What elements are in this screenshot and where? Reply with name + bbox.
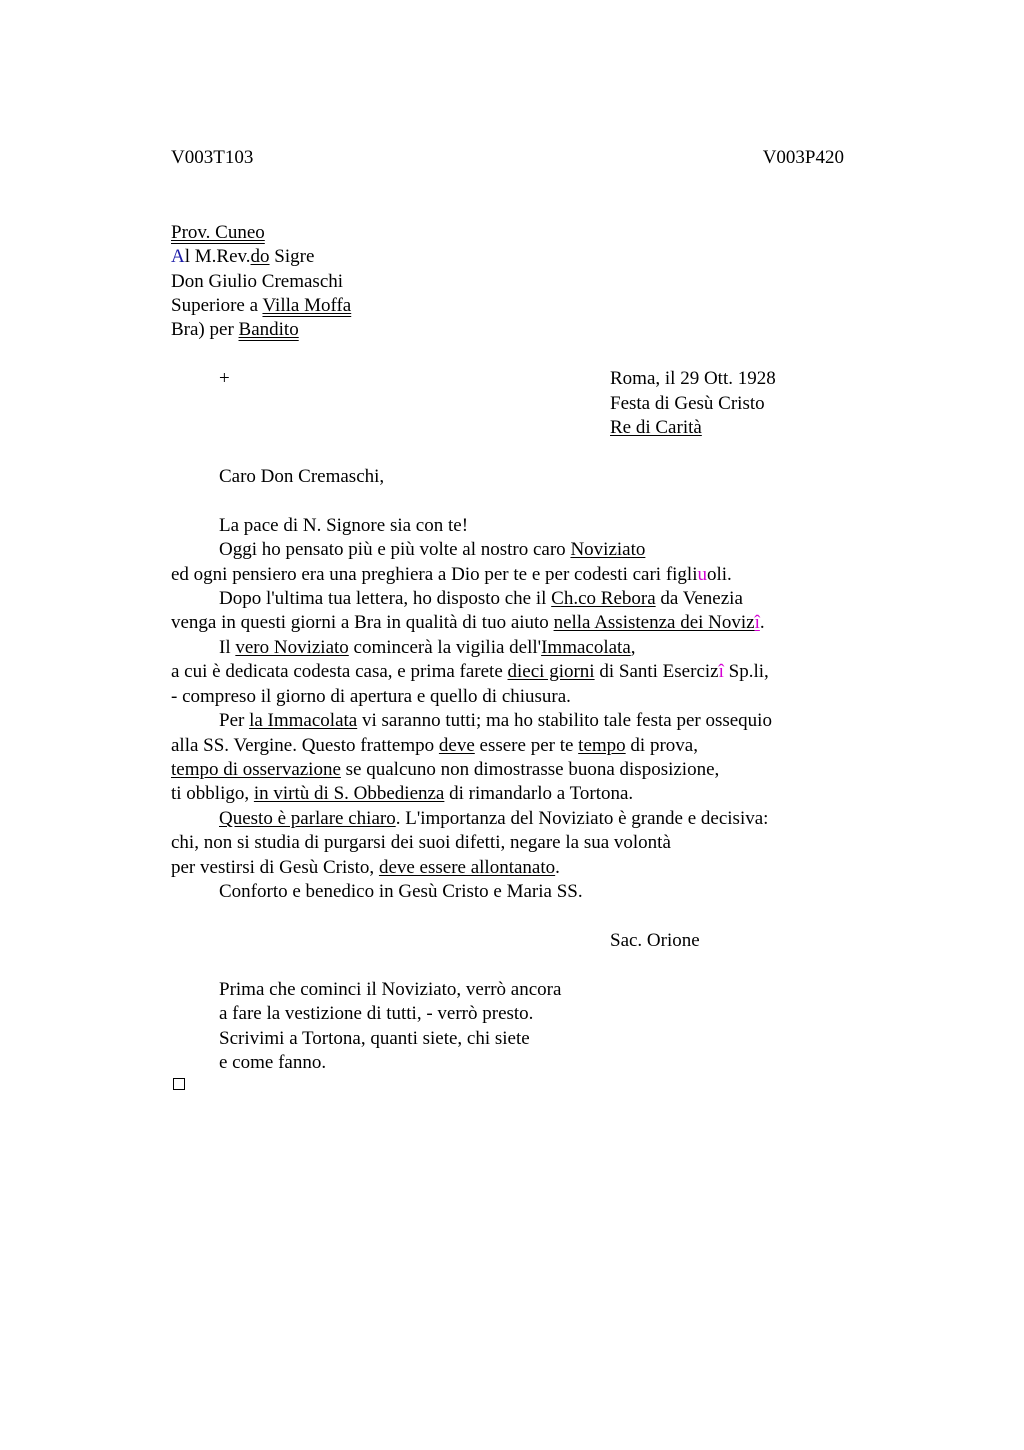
document-code-right: V003P420 — [762, 147, 844, 168]
body-line: Per la Immacolata vi saranno tutti; ma ho stabilito tale festa per ossequio — [219, 710, 772, 731]
body-line: a cui è dedicata codesta casa, e prima farete dieci giorni di Santi Esercizî Sp.li, — [171, 661, 769, 682]
address-position: Superiore a Villa Moffa — [171, 295, 352, 316]
body-line: Il vero Noviziato comincerà la vigilia dell'Immacolata, — [219, 637, 636, 658]
document-code-left: V003T103 — [171, 147, 254, 168]
body-line: Dopo l'ultima tua lettera, ho disposto che il Ch.co Rebora da Venezia — [219, 588, 743, 609]
address-recipient-title: Al M.Rev.do Sigre — [171, 246, 315, 267]
date-feast: Festa di Gesù Cristo — [610, 393, 765, 414]
body-line: chi, non si studia di purgarsi dei suoi difetti, negare la sua volontà — [171, 832, 671, 853]
cross-symbol: + — [219, 368, 230, 389]
body-line: - compreso il giorno di apertura e quello di chiusura. — [171, 686, 571, 707]
date-feast-title: Re di Carità — [610, 417, 702, 438]
postscript-line: Scrivimi a Tortona, quanti siete, chi siete — [219, 1028, 530, 1049]
salutation: Caro Don Cremaschi, — [219, 466, 385, 487]
signature: Sac. Orione — [610, 930, 700, 951]
date-place: Roma, il 29 Ott. 1928 — [610, 368, 776, 389]
end-box-icon — [173, 1078, 185, 1090]
body-line: tempo di osservazione se qualcuno non dimostrasse buona disposizione, — [171, 759, 720, 780]
body-line: Oggi ho pensato più e più volte al nostro caro Noviziato — [219, 539, 646, 560]
body-line: venga in questi giorni a Bra in qualità di tuo aiuto nella Assistenza dei Novizî. — [171, 612, 765, 633]
postscript-line: Prima che cominci il Noviziato, verrò ancora — [219, 979, 562, 1000]
postscript-line: e come fanno. — [219, 1052, 327, 1073]
body-line: La pace di N. Signore sia con te! — [219, 515, 469, 536]
address-locality: Bra) per Bandito — [171, 319, 299, 340]
body-line: ti obbligo, in virtù di S. Obbedienza di rimandarlo a Tortona. — [171, 783, 634, 804]
address-recipient-name: Don Giulio Cremaschi — [171, 271, 344, 292]
body-line: Questo è parlare chiaro. L'importanza del Noviziato è grande e decisiva: — [219, 808, 769, 829]
body-line: Conforto e benedico in Gesù Cristo e Maria SS. — [219, 881, 583, 902]
body-line: per vestirsi di Gesù Cristo, deve essere allontanato. — [171, 857, 560, 878]
address-province: Prov. Cuneo — [171, 222, 265, 243]
postscript-line: a fare la vestizione di tutti, - verrò presto. — [219, 1003, 534, 1024]
body-line: ed ogni pensiero era una preghiera a Dio per te e per codesti cari figliuoli. — [171, 564, 732, 585]
body-line: alla SS. Vergine. Questo frattempo deve essere per te tempo di prova, — [171, 735, 698, 756]
